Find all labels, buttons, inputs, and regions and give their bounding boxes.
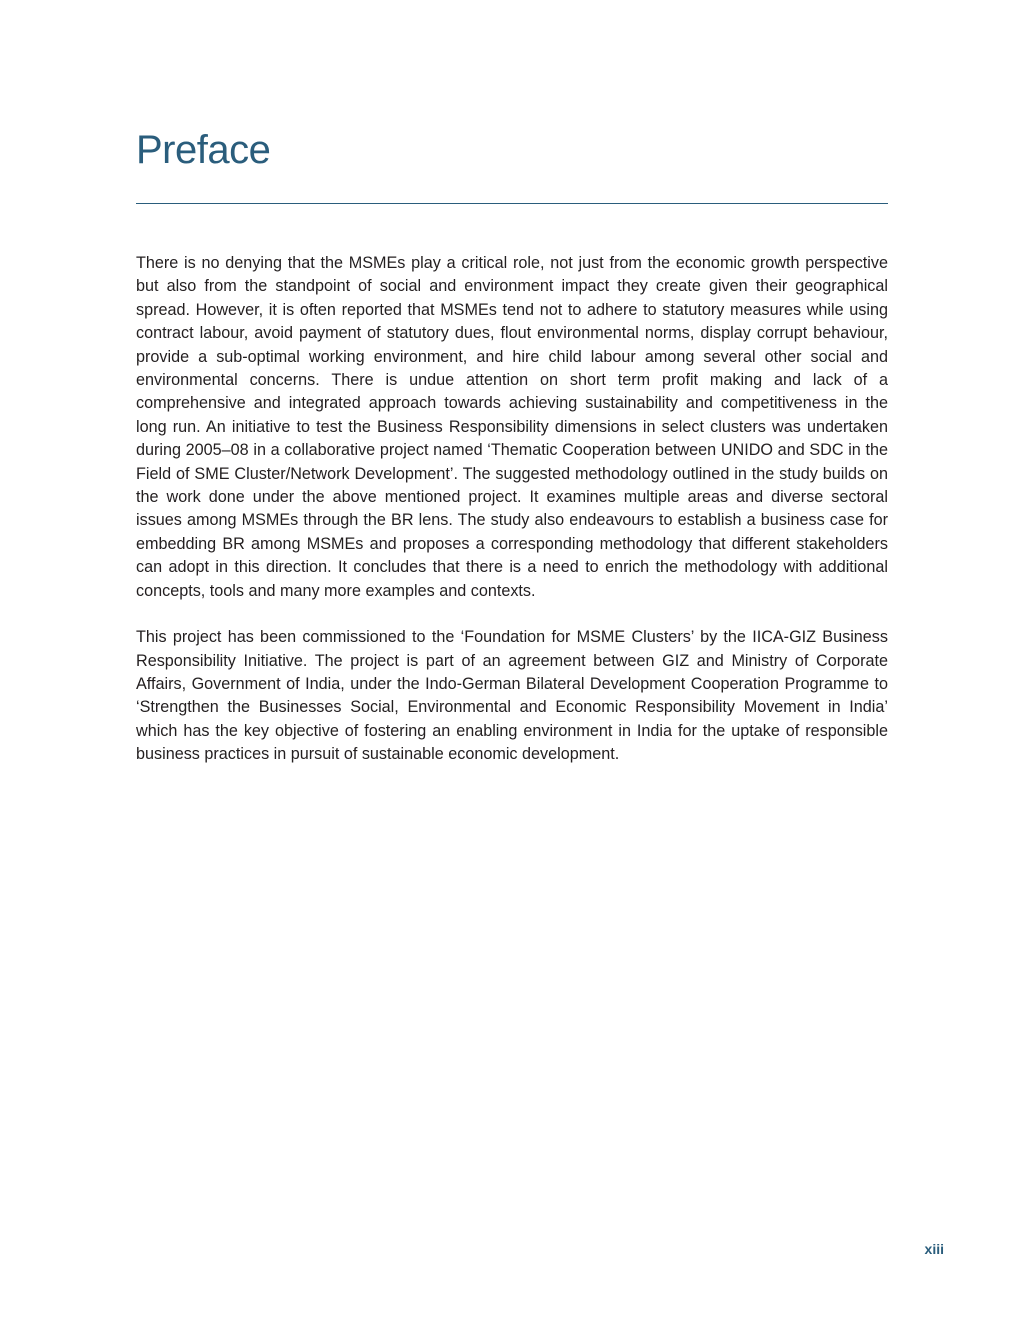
paragraph-1: There is no denying that the MSMEs play a critical role, not just from the economic growth perspective but also from the standpoint of social and environment impact they create given their geographical spread. However, it is often reported that MSMEs tend not to adhere to statutory measures while using contract labour, avoid payment of statutory dues, flout environmental norms, display corrupt behaviour, provide a sub-optimal working environment, and hire child labour among several other social and environmental concerns. There is undue attention on short term profit making and lack of a comprehensive and integrated approach towards achieving sustainability and competitiveness in the long run. An initiative to test the Business Responsibility dimensions in select clusters was undertaken during 2005–08 in a collaborative project named ‘Thematic Cooperation between UNIDO and SDC in the Field of SME Cluster/Network Development’. The suggested methodology outlined in the study builds on the work done under the above mentioned project. It examines multiple areas and diverse sectoral issues among MSMEs through the BR lens. The study also endeavours to establish a business case for embedding BR among MSMEs and proposes a corresponding methodology that different stakeholders can adopt in this direction. It concludes that there is a need to enrich the methodology with additional concepts, tools and many more examples and contexts. [136,254,888,600]
page-number: xiii [924,1241,944,1257]
page-title: Preface [136,128,271,172]
paragraph-2: This project has been commissioned to the ‘Foundation for MSME Clusters’ by the IICA-GIZ Business Responsibility Initiative. The project is part of an agreement between GIZ and Ministry of Corporate Affairs, Government of India, under the Indo-German Bilateral Development Cooperation Programme to ‘Strengthen the Businesses Social, Environmental and Economic Responsibility Movement in India’ which has the key objective of fostering an enabling environment in India for the uptake of responsible business practices in pursuit of sustainable economic development. [136,628,888,764]
title-divider [136,203,888,204]
body-text [136,252,888,790]
